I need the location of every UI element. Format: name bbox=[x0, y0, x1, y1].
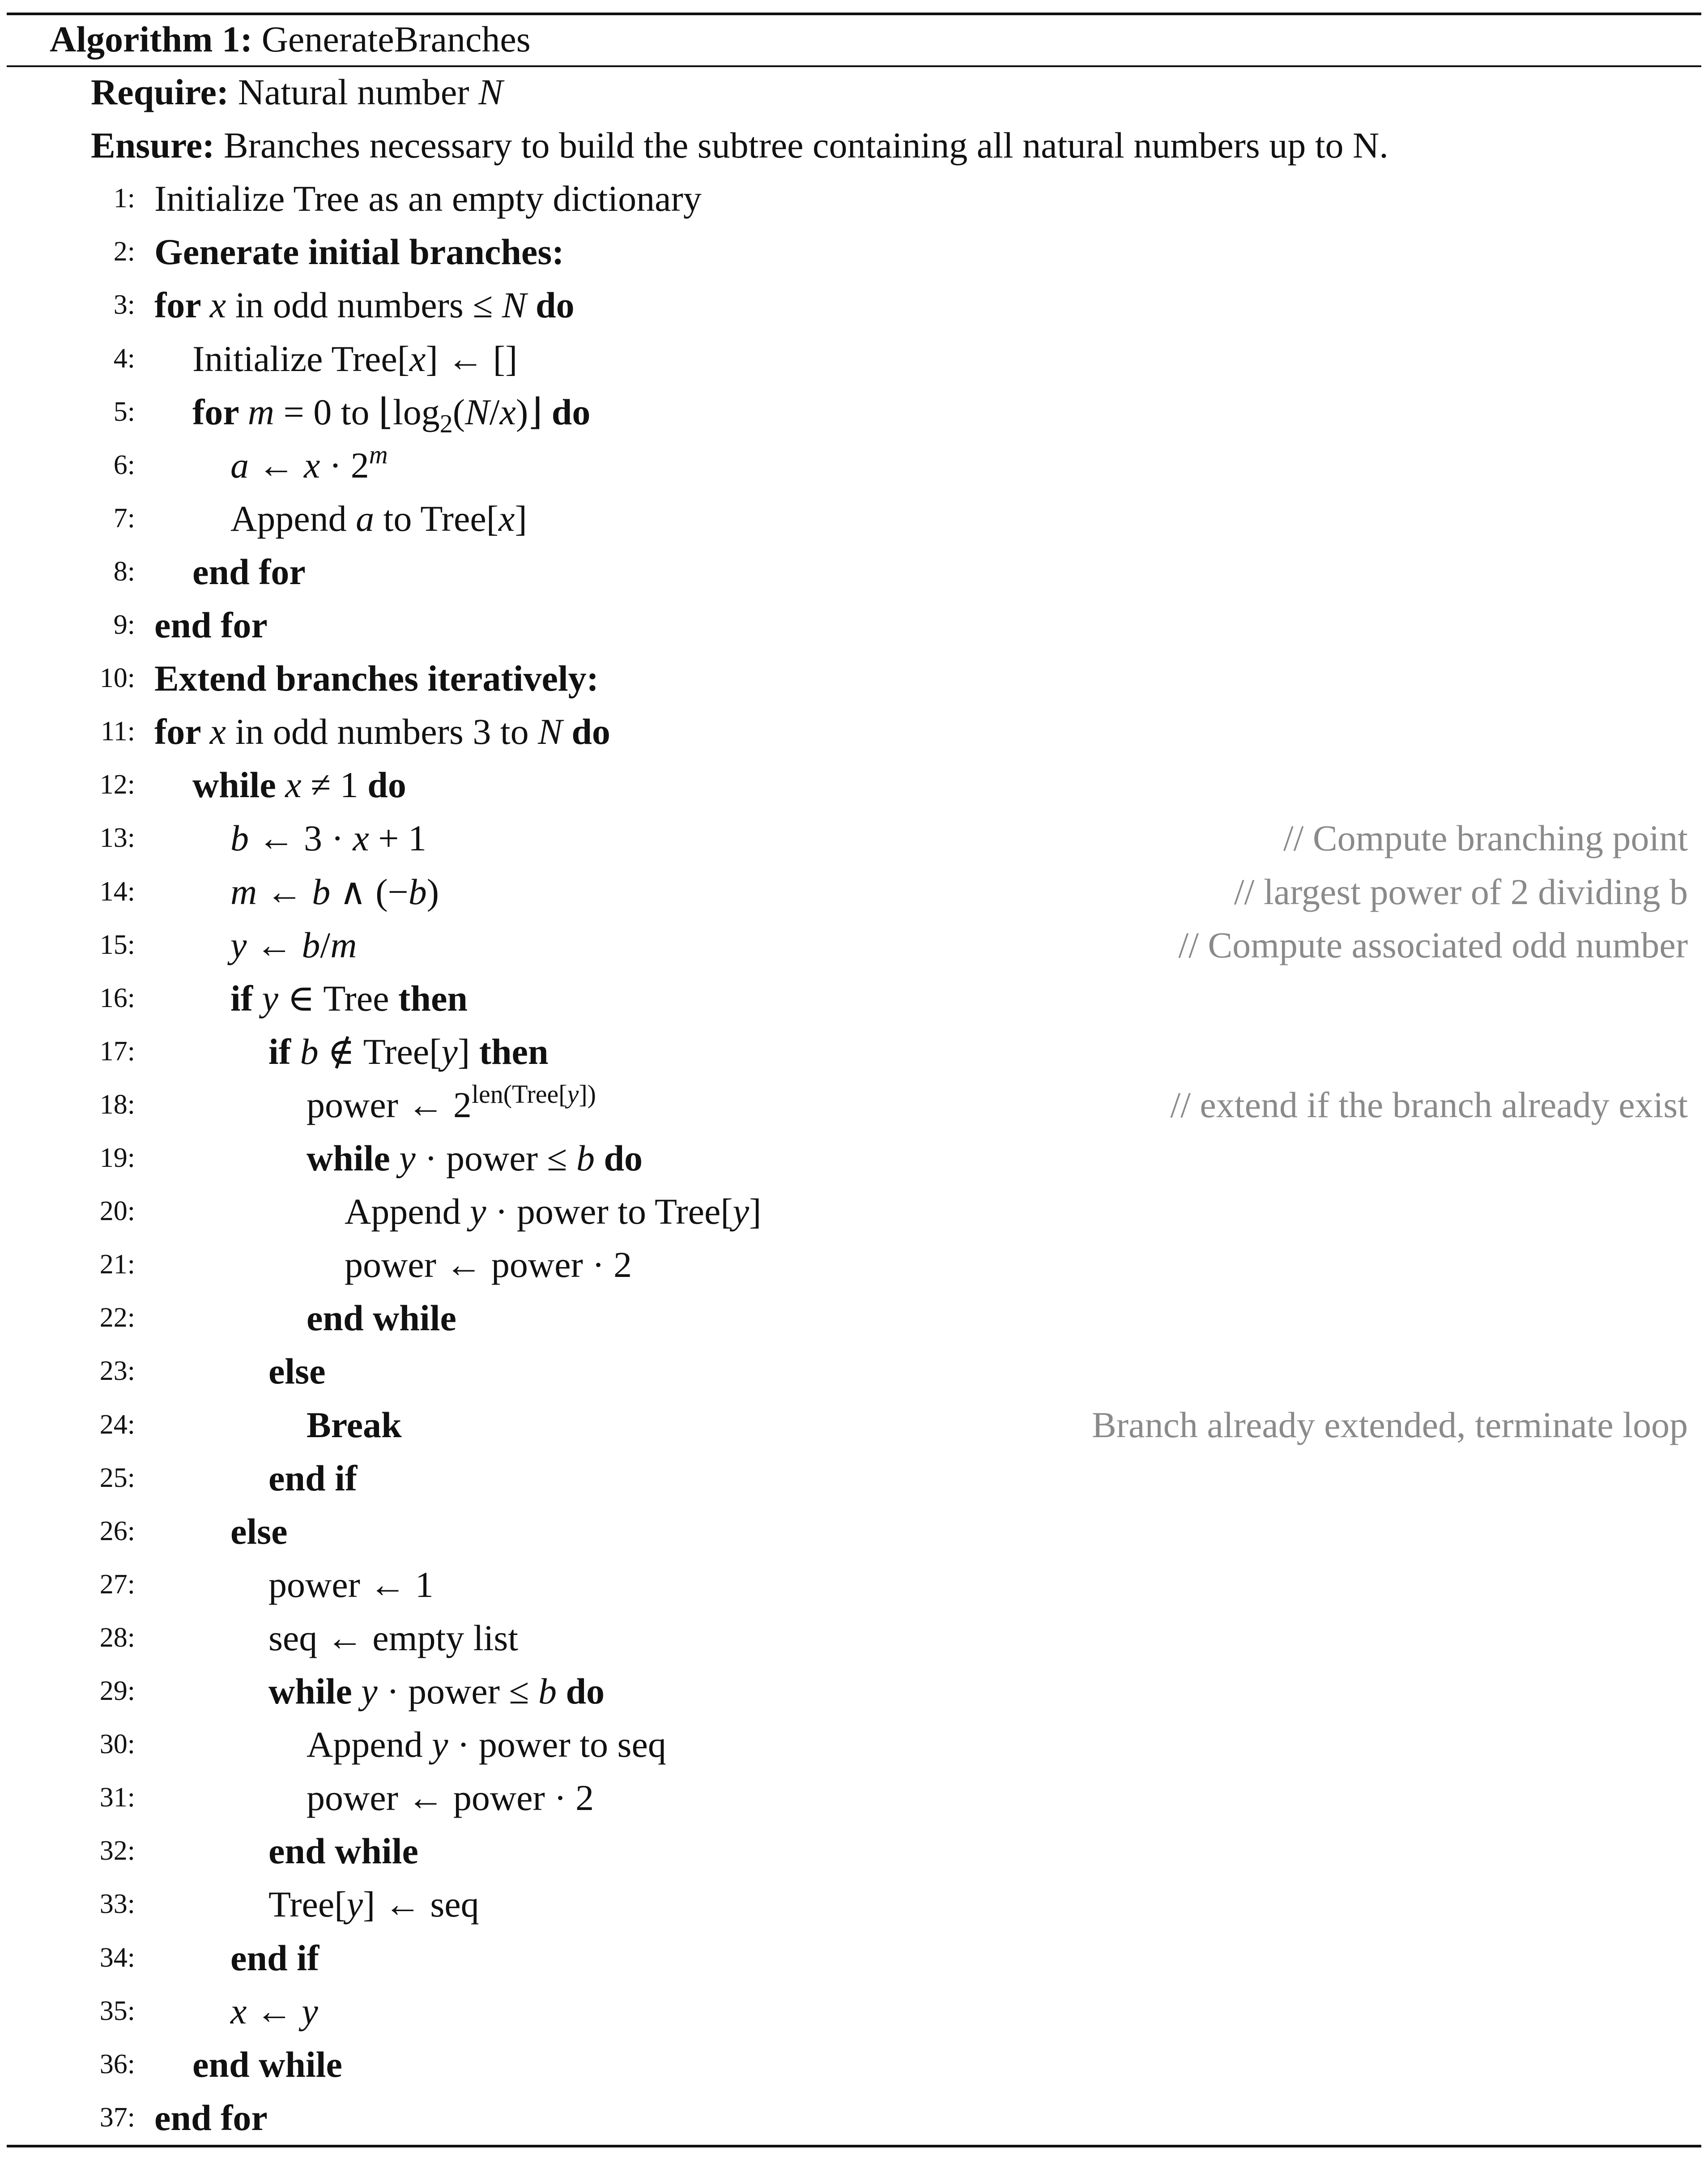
line-number: 19: bbox=[99, 1143, 135, 1173]
code-line bbox=[0, 1291, 1708, 1345]
variable: b bbox=[408, 871, 427, 912]
code-text: Tree[ bbox=[268, 1884, 347, 1925]
variable: a bbox=[230, 444, 249, 486]
code-line bbox=[0, 1345, 1708, 1398]
code-line bbox=[0, 918, 1708, 972]
keyword: end for bbox=[192, 551, 306, 592]
algorithm-label: Algorithm 1: bbox=[50, 19, 253, 60]
line-code bbox=[154, 172, 702, 225]
keyword: do bbox=[526, 285, 575, 326]
code-line bbox=[0, 2038, 1708, 2091]
line-code bbox=[268, 1345, 325, 1398]
line-comment: // Compute associated odd number bbox=[1178, 924, 1688, 965]
code-text: Append bbox=[307, 1724, 432, 1765]
variable: x bbox=[499, 391, 516, 432]
code-text: to Tree[ bbox=[374, 498, 499, 539]
variable: m bbox=[230, 871, 257, 912]
keyword: do bbox=[367, 764, 406, 806]
code-text: ← bbox=[249, 444, 304, 486]
line-number: 14: bbox=[99, 876, 135, 907]
code-line bbox=[0, 972, 1708, 1025]
code-text: ∧ (− bbox=[330, 871, 409, 912]
line-code bbox=[154, 598, 268, 652]
variable: x bbox=[285, 764, 302, 806]
require-text: Natural number bbox=[229, 72, 479, 112]
line-code bbox=[230, 918, 357, 972]
variable: m bbox=[247, 391, 274, 432]
code-line bbox=[0, 758, 1708, 811]
line-number: 30: bbox=[99, 1729, 135, 1760]
keyword: end if bbox=[230, 1937, 319, 1978]
variable: x bbox=[230, 1990, 247, 2032]
code-line bbox=[0, 1131, 1708, 1185]
variable: y bbox=[399, 1138, 416, 1178]
variable: b bbox=[302, 924, 320, 965]
variable: y bbox=[441, 1031, 458, 1072]
bottom-rule bbox=[7, 2145, 1701, 2147]
code-line bbox=[0, 1931, 1708, 1985]
line-code bbox=[268, 1025, 549, 1078]
code-line bbox=[0, 1611, 1708, 1665]
code-text: · power ≤ bbox=[377, 1671, 538, 1712]
keyword: while bbox=[307, 1138, 400, 1178]
keyword: end while bbox=[268, 1831, 418, 1872]
code-text: )⌋ bbox=[515, 391, 552, 432]
line-number: 25: bbox=[99, 1462, 135, 1493]
line-number: 36: bbox=[99, 2049, 135, 2079]
code-text: power ← 2 bbox=[307, 1084, 472, 1125]
code-text: · 2 bbox=[320, 444, 369, 486]
variable: x bbox=[209, 711, 226, 752]
code-text: · power ≤ bbox=[415, 1138, 576, 1178]
code-line bbox=[0, 1878, 1708, 1931]
variable: b bbox=[230, 818, 249, 859]
code-line bbox=[0, 1824, 1708, 1878]
code-text: Initialize Tree[ bbox=[192, 338, 410, 379]
code-line bbox=[0, 811, 1708, 865]
keyword: end for bbox=[154, 605, 268, 645]
keyword: for bbox=[154, 711, 210, 752]
ensure-text: Branches necessary to build the subtree containing all natural numbers up to N. bbox=[214, 125, 1389, 166]
code-text: ← bbox=[247, 1990, 302, 2032]
code-line bbox=[0, 598, 1708, 652]
variable: a bbox=[356, 498, 375, 539]
line-number: 5: bbox=[113, 396, 135, 427]
code-line bbox=[0, 1665, 1708, 1718]
variable: y bbox=[733, 1191, 750, 1232]
line-number: 29: bbox=[99, 1676, 135, 1706]
line-number: 6: bbox=[113, 449, 135, 480]
code-line bbox=[0, 1185, 1708, 1238]
line-code bbox=[230, 972, 468, 1025]
line-number: 9: bbox=[113, 610, 135, 640]
variable: b bbox=[312, 871, 331, 912]
keyword: for bbox=[192, 391, 248, 432]
code-line bbox=[0, 545, 1708, 598]
line-number: 21: bbox=[99, 1249, 135, 1280]
keyword: while bbox=[268, 1671, 362, 1712]
variable: m bbox=[330, 924, 357, 965]
code-text: Append bbox=[345, 1191, 470, 1232]
line-code bbox=[307, 1131, 643, 1185]
line-code bbox=[154, 705, 610, 758]
line-code bbox=[230, 1931, 319, 1985]
line-number: 8: bbox=[113, 556, 135, 587]
keyword: end while bbox=[192, 2044, 342, 2085]
variable: x bbox=[409, 338, 426, 379]
line-number: 24: bbox=[99, 1409, 135, 1440]
keyword: then bbox=[398, 978, 468, 1019]
line-comment: // extend if the branch already exist bbox=[1170, 1084, 1688, 1125]
variable: y bbox=[361, 1671, 378, 1712]
line-number: 1: bbox=[113, 183, 135, 214]
code-text: ] ← seq bbox=[363, 1884, 479, 1925]
code-text: ] bbox=[515, 498, 527, 539]
ensure-label: Ensure: bbox=[91, 125, 215, 166]
variable: b bbox=[538, 1671, 557, 1712]
code-text: ← bbox=[247, 924, 302, 965]
code-line bbox=[0, 2091, 1708, 2144]
keyword: else bbox=[268, 1351, 326, 1392]
code-line bbox=[0, 1718, 1708, 1771]
keyword: Break bbox=[307, 1404, 402, 1445]
line-number: 28: bbox=[99, 1622, 135, 1653]
line-code bbox=[154, 225, 564, 278]
code-text: Append bbox=[230, 498, 356, 539]
code-line bbox=[0, 705, 1708, 758]
line-number: 2: bbox=[113, 236, 135, 267]
code-line bbox=[0, 332, 1708, 385]
line-code bbox=[230, 439, 388, 492]
code-text: ( bbox=[452, 391, 465, 432]
line-number: 4: bbox=[113, 343, 135, 374]
require-label: Require: bbox=[91, 72, 229, 112]
line-number: 37: bbox=[99, 2102, 135, 2133]
code-text: · power to Tree[ bbox=[486, 1191, 733, 1232]
keyword: Extend branches iteratively: bbox=[154, 658, 599, 699]
keyword: do bbox=[556, 1671, 605, 1712]
line-number: 3: bbox=[113, 290, 135, 320]
line-number: 13: bbox=[99, 823, 135, 854]
code-text: ← 3 · bbox=[249, 818, 353, 859]
line-number: 17: bbox=[99, 1036, 135, 1067]
variable: y bbox=[262, 978, 278, 1019]
variable: b bbox=[300, 1031, 319, 1072]
line-number: 34: bbox=[99, 1942, 135, 1973]
code-text: · power to seq bbox=[448, 1724, 666, 1765]
line-code bbox=[192, 2038, 342, 2091]
line-code bbox=[192, 758, 406, 811]
code-line bbox=[0, 439, 1708, 492]
line-code bbox=[230, 1985, 318, 2038]
variable: x bbox=[353, 818, 369, 859]
keyword: do bbox=[594, 1138, 643, 1178]
code-line bbox=[0, 1451, 1708, 1505]
line-code bbox=[268, 1665, 605, 1718]
code-line bbox=[0, 1078, 1708, 1131]
variable: x bbox=[304, 444, 320, 486]
variable: m bbox=[369, 440, 388, 469]
line-code bbox=[345, 1238, 632, 1291]
line-code bbox=[230, 865, 439, 918]
keyword: then bbox=[479, 1031, 549, 1072]
code-line bbox=[0, 652, 1708, 705]
line-code bbox=[268, 1824, 418, 1878]
line-number: 23: bbox=[99, 1356, 135, 1387]
keyword: end for bbox=[154, 2097, 268, 2138]
require-line bbox=[0, 65, 1708, 119]
line-number: 7: bbox=[113, 503, 135, 534]
code-text: len(Tree[ bbox=[471, 1079, 567, 1109]
variable: y bbox=[230, 924, 247, 965]
require-var: N bbox=[478, 72, 503, 112]
line-comment: // largest power of 2 dividing b bbox=[1234, 871, 1688, 912]
keyword: else bbox=[230, 1511, 288, 1552]
code-text: / bbox=[320, 924, 331, 965]
line-number: 35: bbox=[99, 1995, 135, 2026]
line-code bbox=[230, 811, 426, 865]
code-text: ] ← [] bbox=[426, 338, 518, 379]
line-code bbox=[307, 1718, 666, 1771]
code-text: power ← 1 bbox=[268, 1564, 434, 1605]
code-text: ] bbox=[457, 1031, 479, 1072]
code-line bbox=[0, 1398, 1708, 1451]
code-text: ] bbox=[749, 1191, 762, 1232]
code-text: in odd numbers 3 to bbox=[226, 711, 538, 752]
code-text: ) bbox=[426, 871, 439, 912]
line-number: 18: bbox=[99, 1089, 135, 1120]
keyword: Generate initial branches: bbox=[154, 231, 564, 273]
code-line bbox=[0, 278, 1708, 332]
keyword: end if bbox=[268, 1457, 358, 1498]
line-code bbox=[154, 278, 575, 332]
line-number: 15: bbox=[99, 929, 135, 960]
code-text: / bbox=[489, 391, 500, 432]
code-text: ∉ Tree[ bbox=[318, 1031, 442, 1072]
keyword: end while bbox=[307, 1298, 456, 1339]
line-code bbox=[230, 492, 527, 545]
code-line bbox=[0, 225, 1708, 278]
variable: y bbox=[567, 1079, 579, 1109]
line-code bbox=[345, 1185, 761, 1238]
variable: x bbox=[498, 498, 515, 539]
code-line bbox=[0, 865, 1708, 918]
code-text: power ← power · 2 bbox=[345, 1244, 632, 1285]
line-code bbox=[307, 1291, 456, 1345]
code-line bbox=[0, 172, 1708, 225]
line-code bbox=[230, 1505, 287, 1558]
keyword: if bbox=[268, 1031, 300, 1072]
line-number: 10: bbox=[99, 663, 135, 694]
variable: b bbox=[576, 1138, 595, 1178]
line-number: 16: bbox=[99, 982, 135, 1013]
line-code bbox=[307, 1771, 594, 1824]
line-number: 22: bbox=[99, 1302, 135, 1333]
code-text: ∈ Tree bbox=[278, 978, 399, 1019]
line-code bbox=[268, 1558, 434, 1611]
code-text: 2 bbox=[439, 409, 453, 438]
code-text: ≠ 1 bbox=[301, 764, 368, 806]
variable: y bbox=[470, 1191, 486, 1232]
line-code bbox=[268, 1611, 518, 1665]
line-number: 27: bbox=[99, 1569, 135, 1600]
variable: y bbox=[346, 1884, 363, 1925]
ensure-line bbox=[0, 119, 1708, 172]
code-text: ← bbox=[257, 871, 312, 912]
line-number: 12: bbox=[99, 769, 135, 800]
line-code bbox=[268, 1878, 479, 1931]
code-line bbox=[0, 1238, 1708, 1291]
keyword: for bbox=[154, 285, 210, 326]
line-code bbox=[154, 652, 599, 705]
line-number: 20: bbox=[99, 1196, 135, 1227]
line-code bbox=[307, 1078, 596, 1131]
keyword: do bbox=[562, 711, 610, 752]
variable: N bbox=[502, 285, 527, 326]
algorithm-header bbox=[50, 13, 531, 66]
line-code bbox=[154, 2091, 268, 2144]
code-text: + 1 bbox=[369, 818, 426, 859]
line-number: 31: bbox=[99, 1782, 135, 1813]
variable: y bbox=[432, 1724, 448, 1765]
variable: y bbox=[302, 1990, 318, 2032]
code-line bbox=[0, 1771, 1708, 1824]
algorithm-name: GenerateBranches bbox=[252, 19, 531, 60]
code-text: power ← power · 2 bbox=[307, 1777, 594, 1818]
line-number: 11: bbox=[101, 716, 135, 747]
code-line bbox=[0, 1505, 1708, 1558]
line-code bbox=[268, 1451, 357, 1505]
line-comment: // Compute branching point bbox=[1283, 818, 1688, 859]
keyword: if bbox=[230, 978, 262, 1019]
line-code bbox=[192, 332, 517, 385]
variable: N bbox=[465, 391, 490, 432]
line-number: 32: bbox=[99, 1836, 135, 1866]
keyword: do bbox=[551, 391, 591, 432]
variable: x bbox=[209, 285, 226, 326]
line-comment: Branch already extended, terminate loop bbox=[1092, 1404, 1688, 1445]
line-number: 33: bbox=[99, 1889, 135, 1920]
line-code bbox=[192, 545, 306, 598]
code-text: in odd numbers ≤ bbox=[226, 285, 502, 326]
code-line bbox=[0, 1025, 1708, 1078]
line-number: 26: bbox=[99, 1515, 135, 1546]
code-text: seq ← empty list bbox=[268, 1617, 519, 1658]
line-code bbox=[192, 385, 590, 439]
code-text: ]) bbox=[579, 1079, 596, 1109]
line-code bbox=[307, 1398, 402, 1451]
code-line bbox=[0, 1558, 1708, 1611]
code-text: = 0 to ⌊log bbox=[274, 391, 440, 432]
code-line bbox=[0, 1985, 1708, 2038]
code-line bbox=[0, 385, 1708, 439]
keyword: while bbox=[192, 764, 285, 806]
variable: N bbox=[538, 711, 562, 752]
code-line bbox=[0, 492, 1708, 545]
code-text: Initialize Tree as an empty dictionary bbox=[154, 178, 702, 219]
